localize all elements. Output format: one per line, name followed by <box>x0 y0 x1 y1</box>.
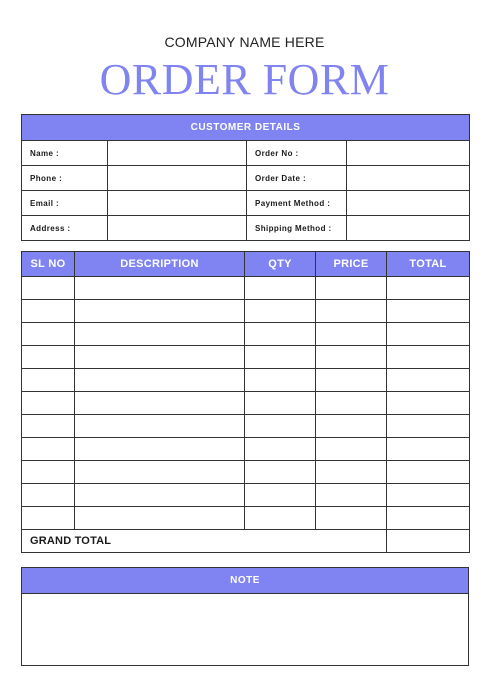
col-qty: QTY <box>245 252 316 277</box>
total-cell[interactable] <box>387 346 470 369</box>
total-cell[interactable] <box>387 461 470 484</box>
table-row <box>22 392 470 415</box>
description-cell[interactable] <box>75 507 245 530</box>
table-row <box>22 277 470 300</box>
sl-no-cell[interactable] <box>22 438 75 461</box>
description-cell[interactable] <box>75 323 245 346</box>
customer-details-table <box>21 114 470 241</box>
address-field[interactable] <box>108 216 247 241</box>
price-cell[interactable] <box>316 323 387 346</box>
sl-no-cell[interactable] <box>22 484 75 507</box>
address-label: Address : <box>22 216 108 241</box>
description-cell[interactable] <box>75 346 245 369</box>
description-cell[interactable] <box>75 461 245 484</box>
total-cell[interactable] <box>387 392 470 415</box>
table-row <box>22 461 470 484</box>
description-cell[interactable] <box>75 392 245 415</box>
sl-no-cell[interactable] <box>22 300 75 323</box>
sl-no-cell[interactable] <box>22 346 75 369</box>
phone-field[interactable] <box>108 166 247 191</box>
col-price: PRICE <box>316 252 387 277</box>
description-cell[interactable] <box>75 277 245 300</box>
price-cell[interactable] <box>316 392 387 415</box>
total-cell[interactable] <box>387 438 470 461</box>
total-cell[interactable] <box>387 277 470 300</box>
price-cell[interactable] <box>316 369 387 392</box>
qty-cell[interactable] <box>245 484 316 507</box>
shipping-method-field[interactable] <box>347 216 470 241</box>
table-row <box>22 415 470 438</box>
sl-no-cell[interactable] <box>22 323 75 346</box>
qty-cell[interactable] <box>245 369 316 392</box>
customer-details-heading: CUSTOMER DETAILS <box>22 115 470 141</box>
qty-cell[interactable] <box>245 392 316 415</box>
price-cell[interactable] <box>316 346 387 369</box>
qty-cell[interactable] <box>245 507 316 530</box>
table-row <box>22 300 470 323</box>
email-field[interactable] <box>108 191 247 216</box>
price-cell[interactable] <box>316 415 387 438</box>
qty-cell[interactable] <box>245 415 316 438</box>
sl-no-cell[interactable] <box>22 461 75 484</box>
qty-cell[interactable] <box>245 300 316 323</box>
description-cell[interactable] <box>75 438 245 461</box>
price-cell[interactable] <box>316 507 387 530</box>
qty-cell[interactable] <box>245 323 316 346</box>
qty-cell[interactable] <box>245 438 316 461</box>
description-cell[interactable] <box>75 415 245 438</box>
col-description: DESCRIPTION <box>75 252 245 277</box>
order-date-label: Order Date : <box>247 166 347 191</box>
table-row <box>22 438 470 461</box>
name-label: Name : <box>22 141 108 166</box>
sl-no-cell[interactable] <box>22 507 75 530</box>
col-sl-no: SL NO <box>22 252 75 277</box>
shipping-method-label: Shipping Method : <box>247 216 347 241</box>
note-heading: NOTE <box>22 568 469 594</box>
payment-method-field[interactable] <box>347 191 470 216</box>
customer-row <box>22 216 470 241</box>
customer-row <box>22 166 470 191</box>
qty-cell[interactable] <box>245 346 316 369</box>
total-cell[interactable] <box>387 369 470 392</box>
table-row <box>22 346 470 369</box>
table-row <box>22 323 470 346</box>
sl-no-cell[interactable] <box>22 369 75 392</box>
sl-no-cell[interactable] <box>22 392 75 415</box>
sl-no-cell[interactable] <box>22 277 75 300</box>
payment-method-label: Payment Method : <box>247 191 347 216</box>
items-header-row <box>22 252 470 277</box>
table-row <box>22 507 470 530</box>
price-cell[interactable] <box>316 277 387 300</box>
email-label: Email : <box>22 191 108 216</box>
grand-total-label: GRAND TOTAL <box>22 530 387 553</box>
description-cell[interactable] <box>75 369 245 392</box>
company-name: COMPANY NAME HERE <box>164 34 325 50</box>
order-date-field[interactable] <box>347 166 470 191</box>
total-cell[interactable] <box>387 415 470 438</box>
item-rows <box>22 277 470 530</box>
note-table <box>21 567 469 666</box>
total-cell[interactable] <box>387 484 470 507</box>
col-total: TOTAL <box>387 252 470 277</box>
customer-row <box>22 141 470 166</box>
total-cell[interactable] <box>387 507 470 530</box>
grand-total-field[interactable] <box>387 530 470 553</box>
total-cell[interactable] <box>387 300 470 323</box>
price-cell[interactable] <box>316 461 387 484</box>
table-row <box>22 369 470 392</box>
description-cell[interactable] <box>75 484 245 507</box>
customer-row <box>22 191 470 216</box>
order-no-field[interactable] <box>347 141 470 166</box>
price-cell[interactable] <box>316 438 387 461</box>
qty-cell[interactable] <box>245 461 316 484</box>
name-field[interactable] <box>108 141 247 166</box>
table-row <box>22 484 470 507</box>
items-table <box>21 251 470 553</box>
price-cell[interactable] <box>316 300 387 323</box>
phone-label: Phone : <box>22 166 108 191</box>
total-cell[interactable] <box>387 323 470 346</box>
sl-no-cell[interactable] <box>22 415 75 438</box>
form-title: ORDER FORM <box>99 55 390 104</box>
description-cell[interactable] <box>75 300 245 323</box>
price-cell[interactable] <box>316 484 387 507</box>
note-field[interactable] <box>22 594 469 666</box>
qty-cell[interactable] <box>245 277 316 300</box>
grand-total-row <box>22 530 470 553</box>
order-no-label: Order No : <box>247 141 347 166</box>
